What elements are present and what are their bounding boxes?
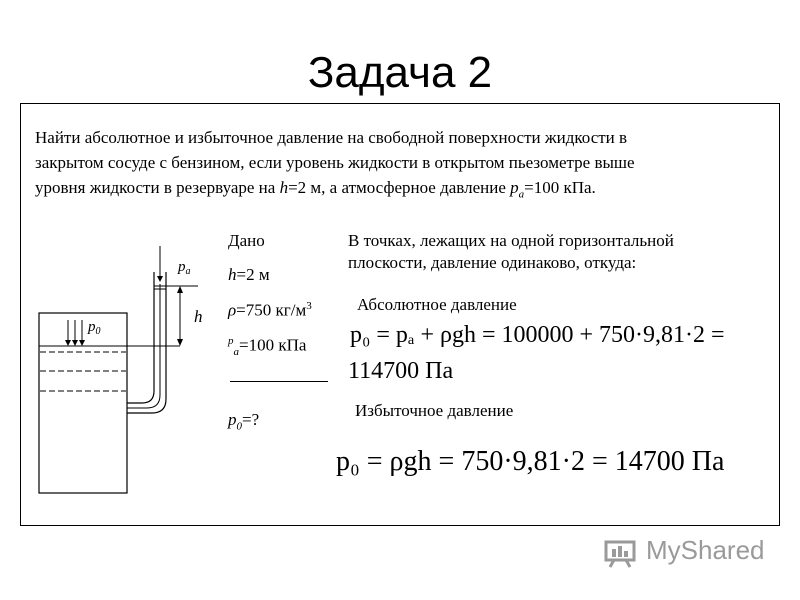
pressure-arrowhead xyxy=(72,340,78,346)
piezometer-wall xyxy=(127,272,154,403)
excess-pressure-label: Избыточное давление xyxy=(355,401,514,420)
myshared-watermark[interactable]: MyShared xyxy=(646,535,765,565)
given-h: h=2 м xyxy=(228,265,270,284)
pressure-arrowhead xyxy=(65,340,71,346)
problem-line-3: уровня жидкости в резервуаре на h=2 м, а атмосферное давление $p_a=100$ кПа. xyxy=(35,178,596,201)
h-arrowhead-bottom xyxy=(177,339,183,346)
excess-pressure-equation: p₀ = ρgh = 750·9,81·2 = 14700 Па xyxy=(336,446,725,477)
given-pa: $^p_a$=100 кПа xyxy=(228,335,307,359)
pressure-arrowhead xyxy=(79,340,85,346)
problem-line-2: закрытом сосуде с бензином, если уровень жидкости в открытом пьезометре выше xyxy=(35,153,635,172)
myshared-logo-icon xyxy=(604,538,638,568)
given-find: $p_0=$? xyxy=(228,410,260,433)
solution-note-line-1: В точках, лежащих на одной горизонтальной xyxy=(348,231,674,250)
absolute-pressure-equation: p₀ = pₐ + ρgh = 100000 + 750·9,81·2 = xyxy=(350,322,725,348)
h-label: h xyxy=(194,307,203,326)
given-heading: Дано xyxy=(228,231,265,250)
pa-arrowhead xyxy=(157,276,163,282)
p0-label: $p_0$ xyxy=(88,319,101,337)
pa-label: $p_a$ xyxy=(178,259,191,277)
slide-title: Задача 2 xyxy=(307,48,493,97)
given-separator xyxy=(230,381,328,382)
solution-note-line-2: плоскости, давление одинаково, откуда: xyxy=(348,253,637,272)
h-arrowhead-top xyxy=(177,286,183,293)
absolute-pressure-result: 114700 Па xyxy=(348,358,454,384)
given-rho: ρ=750 $кг/м^3$ xyxy=(228,300,312,320)
vessel-diagram xyxy=(30,240,230,505)
absolute-pressure-label: Абсолютное давление xyxy=(357,295,517,314)
problem-statement xyxy=(35,125,775,207)
problem-line-1: Найти абсолютное и избыточное давление на свободной поверхности жидкости в xyxy=(35,128,628,147)
